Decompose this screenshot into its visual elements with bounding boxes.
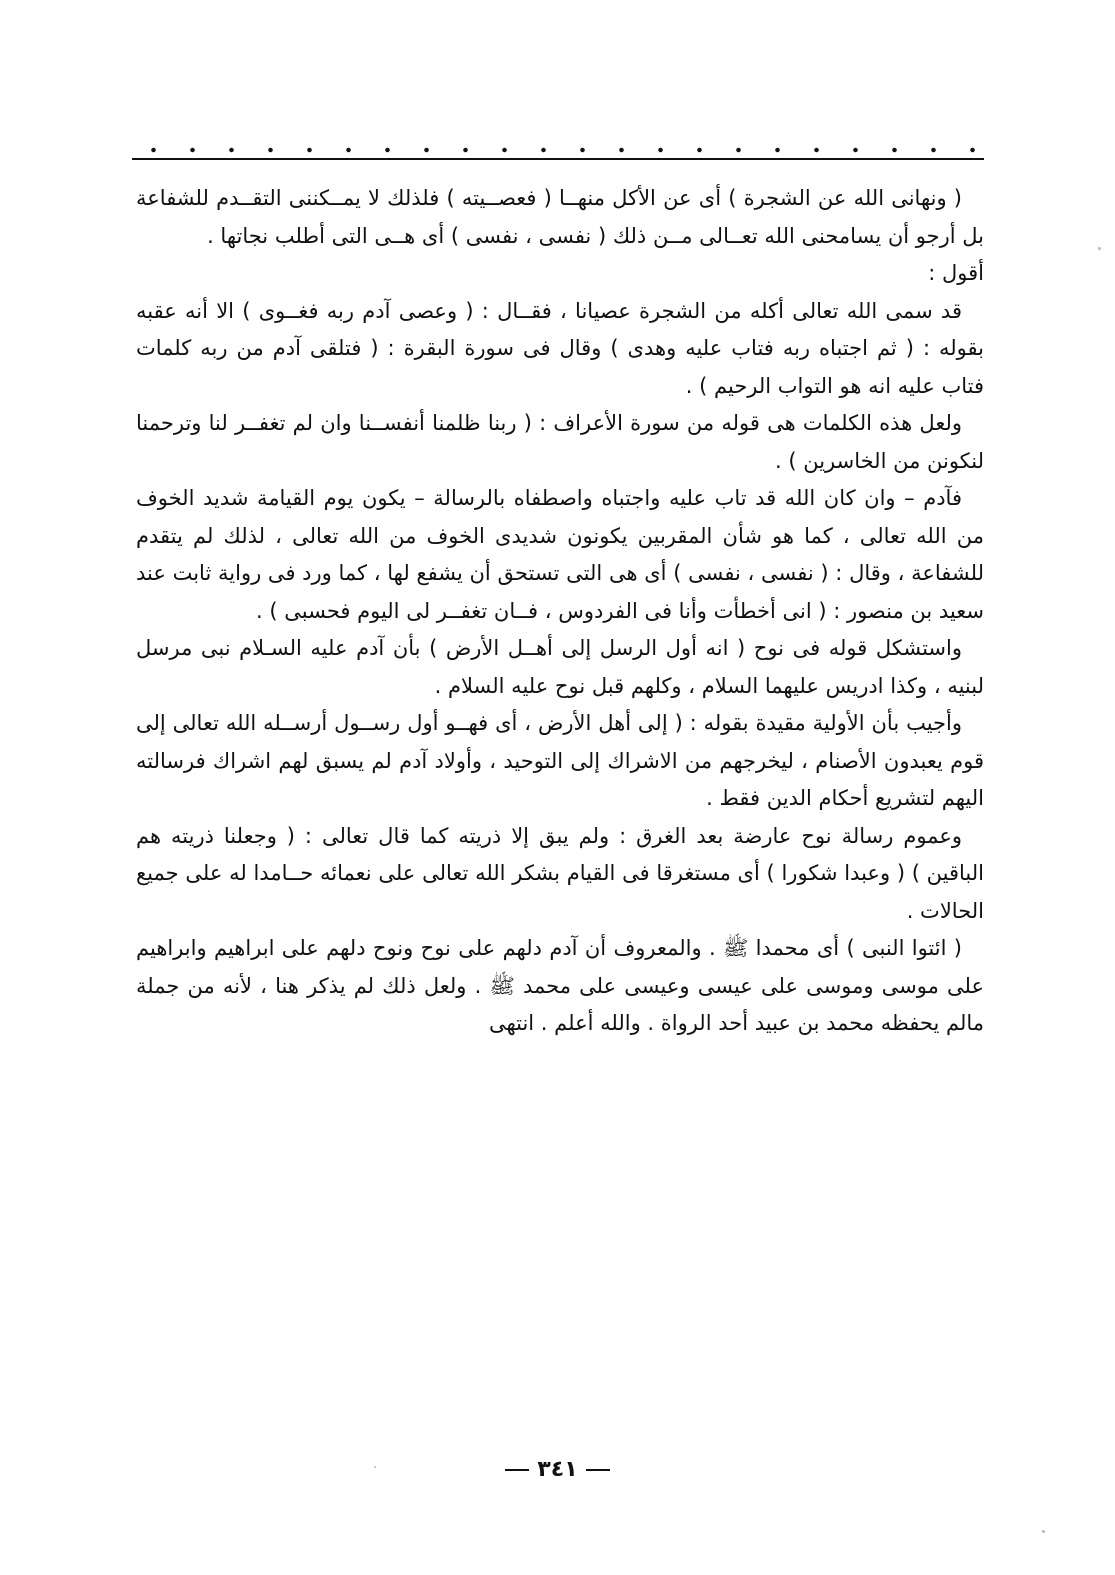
scan-speck	[1042, 1530, 1045, 1533]
paragraph-7: وأجيب بأن الأولية مقيدة بقوله : ( إلى أهل الأرض ، أى فهــو أول رســول أرســله الله تعالى إلى قوم يعبدون الأصنام ، ليخرجهم من الاشراك إلى التوحيد ، وأولاد آدم لم يسبق لهم اشراك فرسالته اليهم لتشريع أحكام الدين فقط .	[136, 711, 984, 810]
header-line	[132, 158, 984, 160]
page-number	[0, 1457, 1115, 1482]
paragraph-aqool-heading: أقول :	[928, 261, 984, 285]
header-dots	[132, 146, 984, 154]
paragraph-1: ( ونهانى الله عن الشجرة ) أى عن الأكل منهــا ( فعصــيته ) فلذلك لا يمــكننى التقــدم للشفاعة بل أرجو أن يسامحنى الله تعــالى مــن ذلك ( نفسى ، نفسى ) أى هــى التى أطلب نجاتها .	[136, 186, 984, 248]
page-number-value: ٣٤١	[537, 1457, 578, 1482]
paragraph-6: واستشكل قوله فى نوح ( انه أول الرسل إلى أهــل الأرض ) بأن آدم عليه السـلام نبى مرسل لبنيه ، وكذا ادريس عليهما السلام ، وكلهم قبل نوح عليه السلام .	[136, 636, 984, 698]
paragraph-9: ( ائتوا النبى ) أى محمدا ﷺ . والمعروف أن آدم دلهم على نوح ونوح دلهم على ابراهيم وابراهيم على موسى وموسى على عيسى وعيسى على محمد ﷺ . ولعل ذلك لم يذكر هنا ، لأنه من جملة مالم يحفظه محمد بن عبيد أحد الرواة . والله أعلم . انتهى	[136, 936, 984, 1035]
paragraph-4: ولعل هذه الكلمات هى قوله من سورة الأعراف : ( ربنا ظلمنا أنفســنا وان لم تغفــر لنا وترحمنا لنكونن من الخاسرين ) .	[136, 411, 984, 473]
page-number-dash-left	[586, 1469, 610, 1471]
scan-speck	[374, 1466, 376, 1468]
page-number-dash-right	[505, 1469, 529, 1471]
paragraph-5: فآدم – وان كان الله قد تاب عليه واجتباه واصطفاه بالرسالة – يكون يوم القيامة شديد الخوف من الله تعالى ، كما هو شأن المقربين يكونون شديدى الخوف من الله تعالى ، لذلك لم يتقدم للشفاعة ، وقال : ( نفسى ، نفسى ) أى هى التى تستحق أن يشفع لها ، كما ورد فى رواية ثابت عند سعيد بن منصور : ( انى أخطأت وأنا فى الفردوس ، فــان تغفــر لى اليوم فحسبى ) .	[136, 486, 984, 623]
paragraph-8: وعموم رسالة نوح عارضة بعد الغرق : ولم يبق إلا ذريته كما قال تعالى : ( وجعلنا ذريته هم الباقين ) ( وعبدا شكورا ) أى مستغرقا فى القيام بشكر الله تعالى على نعمائه حــامدا له على جميع الحالات .	[136, 823, 984, 923]
header-dotted-rule	[132, 146, 984, 162]
paragraph-3: قد سمى الله تعالى أكله من الشجرة عصيانا ، فقــال : ( وعصى آدم ربه فغــوى ) الا أنه عقبه بقوله : ( ثم اجتباه ربه فتاب عليه وهدى ) وقال فى سورة البقرة : ( فتلقى آدم من ربه كلمات فتاب عليه انه هو التواب الرحيم ) .	[136, 298, 984, 398]
body-text	[136, 180, 984, 1043]
scan-speck	[1098, 247, 1101, 250]
